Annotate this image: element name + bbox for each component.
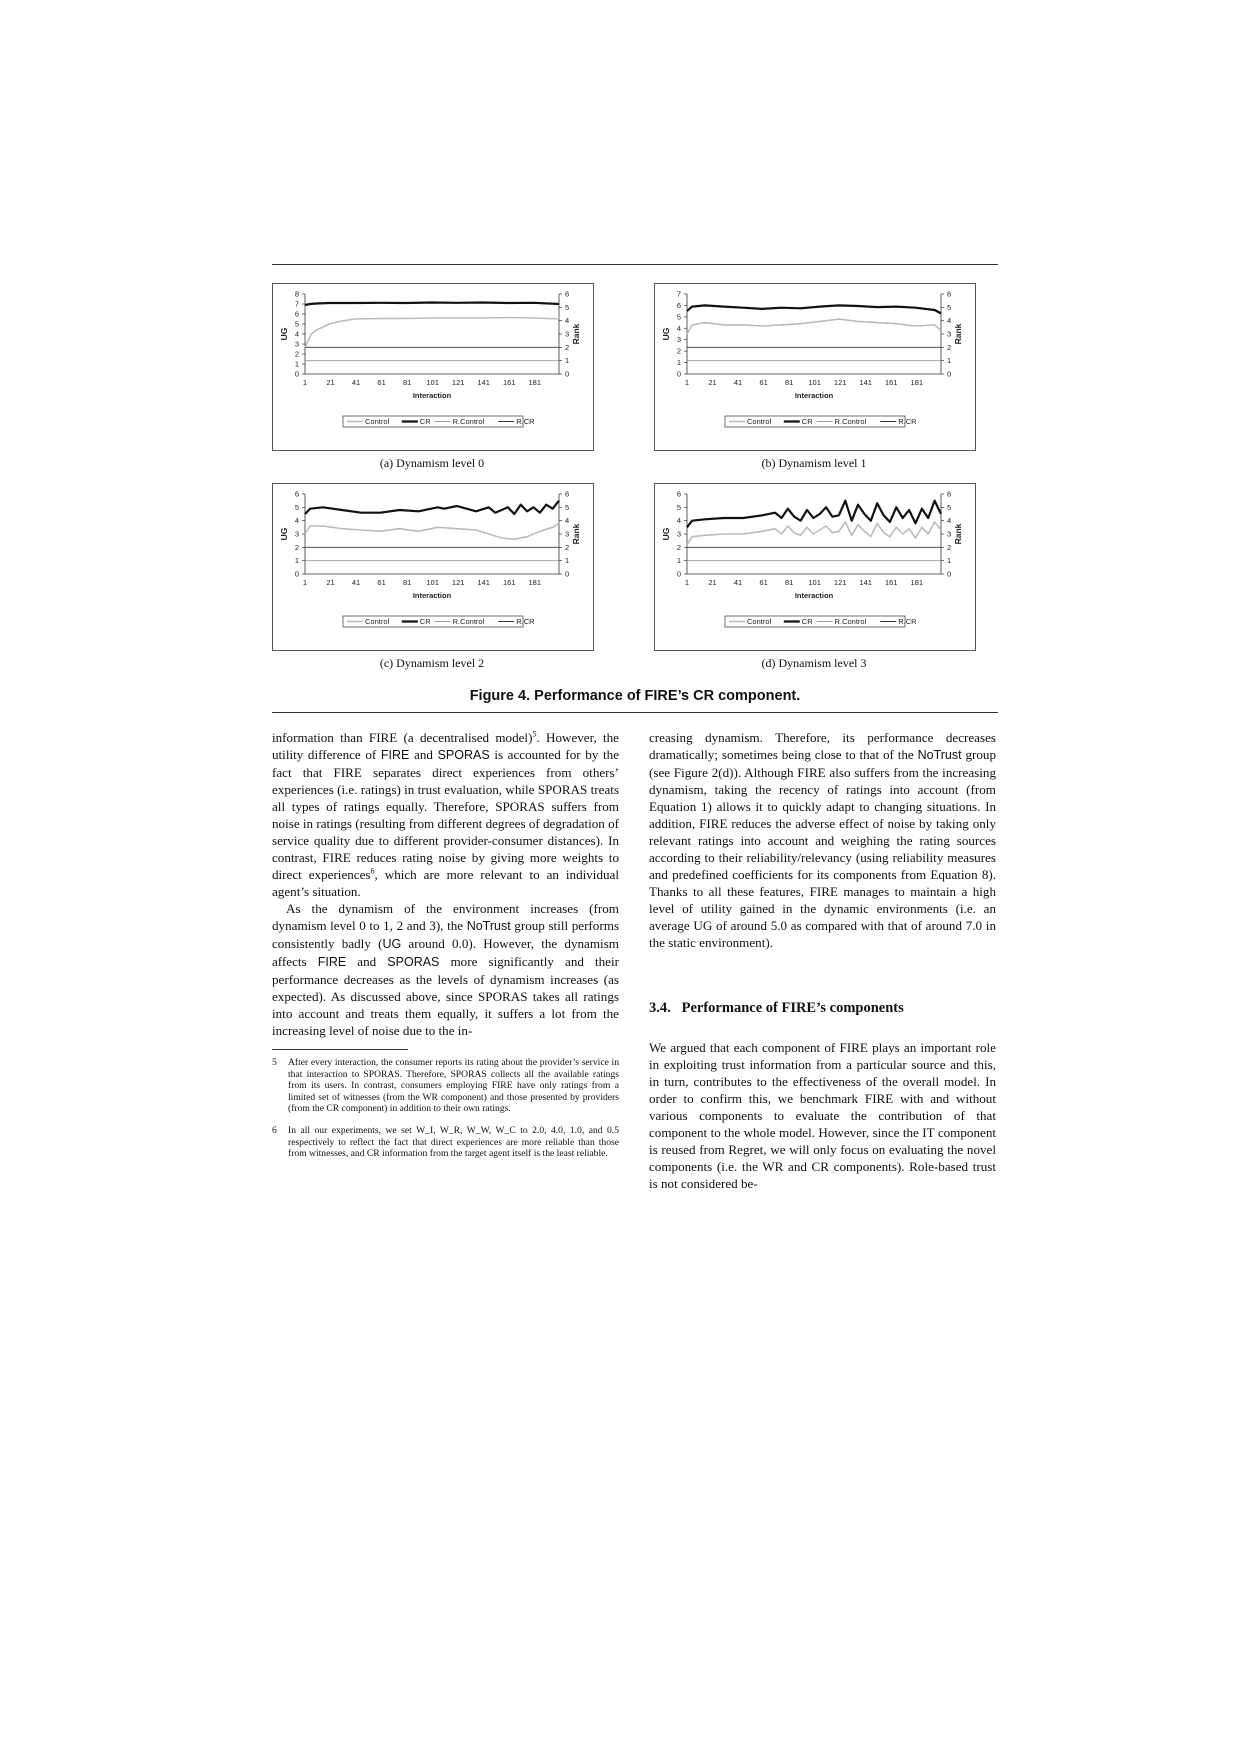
y-tick-label: 2 xyxy=(676,542,681,552)
y-tick-label: 2 xyxy=(676,346,681,356)
left-paragraph-2: As the dynamism of the environment increases (from dynamism level 0 to 1, 2 and 3), the NoTrust group still performs consistently badly (UG around 0.0). However, the dynamism affects FIRE and SPORAS more significantly and their performance decreases as the levels of dynamism increases (as expected). As discussed above, since SPORAS takes all ratings into account and treats them equally, it suffers a lot from the increasing level of noise due to the in- xyxy=(272,901,619,1038)
legend-label: CR xyxy=(801,617,813,626)
y2-tick-label: 2 xyxy=(947,342,952,352)
x-tick-label: 161 xyxy=(502,378,516,387)
chart-d xyxy=(655,484,975,650)
y-axis-label: UG xyxy=(661,327,671,341)
x-tick-label: 21 xyxy=(326,378,335,387)
y-tick-label: 7 xyxy=(676,289,681,299)
legend-label: R.Control xyxy=(452,417,485,426)
y2-tick-label: 3 xyxy=(565,329,570,339)
y-tick-label: 6 xyxy=(294,309,299,319)
y-axis-label: UG xyxy=(279,327,289,341)
y2-tick-label: 4 xyxy=(947,316,952,326)
legend-label: Control xyxy=(747,417,772,426)
x-tick-label: 81 xyxy=(784,378,794,387)
series-line-cr xyxy=(687,501,941,528)
y2-tick-label: 6 xyxy=(947,489,952,499)
y2-tick-label: 5 xyxy=(947,302,952,312)
chart-panel-d xyxy=(654,483,976,651)
figure-title: Figure 4. Performance of FIRE’s CR component. xyxy=(469,688,801,704)
y2-tick-label: 6 xyxy=(947,289,952,299)
x-axis-label: Interaction xyxy=(794,391,834,400)
series-line-control xyxy=(687,522,941,545)
y2-tick-label: 4 xyxy=(565,316,570,326)
y-tick-label: 2 xyxy=(294,349,299,359)
x-tick-label: 41 xyxy=(733,578,743,587)
chart-legend xyxy=(343,616,535,627)
x-tick-label: 181 xyxy=(528,578,542,587)
y-tick-label: 7 xyxy=(294,299,299,309)
y2-axis-label: Rank xyxy=(571,323,581,345)
x-tick-label: 21 xyxy=(708,378,717,387)
caption-d: (d) Dynamism level 3 xyxy=(761,656,867,670)
x-tick-label: 21 xyxy=(708,578,717,587)
y-tick-label: 8 xyxy=(294,289,299,299)
series-line-control xyxy=(687,319,941,334)
y-tick-label: 3 xyxy=(294,529,299,539)
y2-tick-label: 1 xyxy=(947,556,952,566)
series-line-cr xyxy=(687,305,941,313)
x-tick-label: 81 xyxy=(402,578,412,587)
y2-tick-label: 4 xyxy=(565,516,570,526)
y2-tick-label: 1 xyxy=(565,556,570,566)
legend-label: CR xyxy=(419,417,431,426)
chart-legend xyxy=(343,416,535,427)
legend-label: R.Control xyxy=(834,417,867,426)
y-axis-label: UG xyxy=(661,527,671,541)
chart-legend xyxy=(725,616,917,627)
chart-panel-c xyxy=(272,483,594,651)
x-tick-label: 101 xyxy=(426,578,439,587)
legend-label: CR xyxy=(801,417,813,426)
x-tick-label: 1 xyxy=(684,578,690,587)
y2-tick-label: 1 xyxy=(565,356,570,366)
legend-label: Control xyxy=(747,617,772,626)
x-axis-label: Interaction xyxy=(794,591,834,600)
chart-legend xyxy=(725,416,917,427)
x-tick-label: 1 xyxy=(684,378,690,387)
legend-label: CR xyxy=(419,617,431,626)
x-tick-label: 61 xyxy=(377,578,386,587)
y2-tick-label: 0 xyxy=(565,369,570,379)
x-tick-label: 181 xyxy=(528,378,542,387)
x-tick-label: 41 xyxy=(351,378,361,387)
y-tick-label: 0 xyxy=(294,569,299,579)
x-tick-label: 101 xyxy=(426,378,439,387)
x-tick-label: 181 xyxy=(910,578,924,587)
x-tick-label: 121 xyxy=(451,378,465,387)
series-line-control xyxy=(305,523,559,539)
right-column xyxy=(649,729,996,951)
y2-tick-label: 5 xyxy=(947,502,952,512)
y2-tick-label: 6 xyxy=(565,289,570,299)
chart-panel-b xyxy=(654,283,976,451)
legend-label: Control xyxy=(365,617,390,626)
x-tick-label: 1 xyxy=(302,378,308,387)
y-tick-label: 5 xyxy=(294,319,299,329)
legend-label: R.CR xyxy=(516,617,535,626)
caption-b: (b) Dynamism level 1 xyxy=(761,456,867,470)
right-paragraph-1: creasing dynamism. Therefore, its performance decreases dramatically; sometimes being close to that of the NoTrust group (see Figure 2(d)). Although FIRE also suffers from the increasing dynamism, taking the recency of ratings into account (from Equation 1) allows it to quickly adapt to changing situations. In addition, FIRE reduces the adverse effect of noise by taking only relevant ratings into account and weighing the rating sources according to their reliability/relevancy (using reliability measures and predefined coefficients for its components from Equation 8). Thanks to all these features, FIRE manages to maintain a high level of utility gained in the dynamic environments (i.e. an average UG of around 5.0 as compared with that of around 7.0 in the static environment). xyxy=(649,730,996,950)
y2-axis-label: Rank xyxy=(571,523,581,545)
footnote-6: 6 In all our experiments, we set W_I, W_R, W_W, W_C to 2.0, 4.0, 1.0, and 0.5 respectively to reflect the fact that direct experiences are more reliable than those from witnesses, and CR information from the target agent itself is the least reliable. xyxy=(272,1125,619,1159)
y-tick-label: 4 xyxy=(676,516,681,526)
y2-tick-label: 2 xyxy=(947,542,952,552)
x-tick-label: 121 xyxy=(451,578,465,587)
y-tick-label: 0 xyxy=(676,369,681,379)
y2-axis-label: Rank xyxy=(953,523,963,545)
y-tick-label: 2 xyxy=(294,542,299,552)
x-tick-label: 121 xyxy=(833,578,847,587)
y-tick-label: 4 xyxy=(294,329,299,339)
y2-tick-label: 0 xyxy=(565,569,570,579)
y-tick-label: 0 xyxy=(294,369,299,379)
y-tick-label: 1 xyxy=(294,556,299,566)
y-tick-label: 3 xyxy=(676,335,681,345)
left-paragraph-1: information than FIRE (a decentralised model)$^5$. However, the utility difference of FIRE and SPORAS is accounted for by the fact that FIRE separates direct experiences from others’ experiences (i.e. ratings) in trust evaluation, while SPORAS treats all types of ratings equally. Therefore, SPORAS suffers from noise in ratings (resulting from different degrees of degradation of service quality due to different provider-consumer distances). In contrast, FIRE reduces rating noise by giving more weights to direct experiences$^6$, which are more relevant to an individual agent’s situation. xyxy=(272,729,620,899)
y-tick-label: 4 xyxy=(294,516,299,526)
y-tick-label: 5 xyxy=(294,502,299,512)
x-tick-label: 1 xyxy=(302,578,308,587)
x-tick-label: 141 xyxy=(477,578,490,587)
series-line-cr xyxy=(305,501,559,514)
x-tick-label: 141 xyxy=(477,378,490,387)
right-column-lower xyxy=(649,1039,996,1192)
top-rule xyxy=(272,264,998,265)
x-tick-label: 121 xyxy=(833,378,847,387)
y2-tick-label: 1 xyxy=(947,356,952,366)
y-tick-label: 5 xyxy=(676,312,681,322)
y-tick-label: 3 xyxy=(676,529,681,539)
y-tick-label: 6 xyxy=(676,300,681,310)
x-tick-label: 181 xyxy=(910,378,924,387)
footnote-5: 5 After every interaction, the consumer reports its rating about the provider’s service in that interaction to SPORAS. Therefore, SPORAS collects all the available ratings from its users. In contrast, consumers employing FIRE have only ratings from a limited set of witnesses (from the WR component) and those presented by providers (from the CR component) in addition to their own ratings. xyxy=(272,1057,619,1114)
legend-label: R.CR xyxy=(898,417,917,426)
series-line-cr xyxy=(305,303,559,306)
y2-tick-label: 0 xyxy=(947,569,952,579)
y-tick-label: 4 xyxy=(676,323,681,333)
series-line-control xyxy=(305,318,559,349)
y2-tick-label: 5 xyxy=(565,502,570,512)
legend-label: R.Control xyxy=(452,617,485,626)
y2-tick-label: 2 xyxy=(565,542,570,552)
y-tick-label: 6 xyxy=(294,489,299,499)
chart-b xyxy=(655,284,975,450)
legend-label: R.Control xyxy=(834,617,867,626)
y-tick-label: 1 xyxy=(294,359,299,369)
x-tick-label: 41 xyxy=(733,378,743,387)
x-tick-label: 61 xyxy=(759,578,768,587)
y2-tick-label: 5 xyxy=(565,302,570,312)
caption-c: (c) Dynamism level 2 xyxy=(379,656,485,670)
x-tick-label: 141 xyxy=(859,378,872,387)
y2-tick-label: 3 xyxy=(947,329,952,339)
x-tick-label: 101 xyxy=(808,578,821,587)
x-axis-label: Interaction xyxy=(412,391,452,400)
x-tick-label: 41 xyxy=(351,578,361,587)
x-tick-label: 161 xyxy=(884,578,898,587)
x-tick-label: 21 xyxy=(326,578,335,587)
left-column xyxy=(272,729,619,1039)
figure-bottom-rule xyxy=(272,712,998,713)
y2-tick-label: 4 xyxy=(947,516,952,526)
right-paragraph-2: We argued that each component of FIRE plays an important role in exploiting trust information from a particular source and this, in turn, contributes to the effectiveness of the overall model. In order to confirm this, we benchmark FIRE with and without various components to evaluate the contribution of that component to the whole model. However, since the IT component is reused from Regret, we will only focus on evaluating the novel components (i.e. the WR and CR components). Role-based trust is not considered be- xyxy=(649,1040,996,1191)
section-heading: 3.4. Performance of FIRE’s components xyxy=(649,1000,904,1016)
x-tick-label: 161 xyxy=(884,378,898,387)
legend-label: Control xyxy=(365,417,390,426)
y2-tick-label: 0 xyxy=(947,369,952,379)
y2-tick-label: 3 xyxy=(565,529,570,539)
y2-tick-label: 2 xyxy=(565,342,570,352)
x-tick-label: 81 xyxy=(402,378,412,387)
caption-a: (a) Dynamism level 0 xyxy=(379,456,485,470)
y2-tick-label: 6 xyxy=(565,489,570,499)
x-tick-label: 61 xyxy=(759,378,768,387)
chart-panel-a xyxy=(272,283,594,451)
chart-c xyxy=(273,484,593,650)
y-tick-label: 5 xyxy=(676,502,681,512)
y-tick-label: 3 xyxy=(294,339,299,349)
y-tick-label: 6 xyxy=(676,489,681,499)
y-tick-label: 1 xyxy=(676,556,681,566)
y2-tick-label: 3 xyxy=(947,529,952,539)
x-tick-label: 81 xyxy=(784,578,794,587)
x-axis-label: Interaction xyxy=(412,591,452,600)
y-tick-label: 0 xyxy=(676,569,681,579)
y-tick-label: 1 xyxy=(676,358,681,368)
x-tick-label: 101 xyxy=(808,378,821,387)
legend-label: R.CR xyxy=(898,617,917,626)
x-tick-label: 141 xyxy=(859,578,872,587)
x-tick-label: 61 xyxy=(377,378,386,387)
footnote-rule xyxy=(272,1049,408,1050)
legend-label: R.CR xyxy=(516,417,535,426)
y-axis-label: UG xyxy=(279,527,289,541)
x-tick-label: 161 xyxy=(502,578,516,587)
y2-axis-label: Rank xyxy=(953,323,963,345)
chart-a xyxy=(273,284,593,450)
